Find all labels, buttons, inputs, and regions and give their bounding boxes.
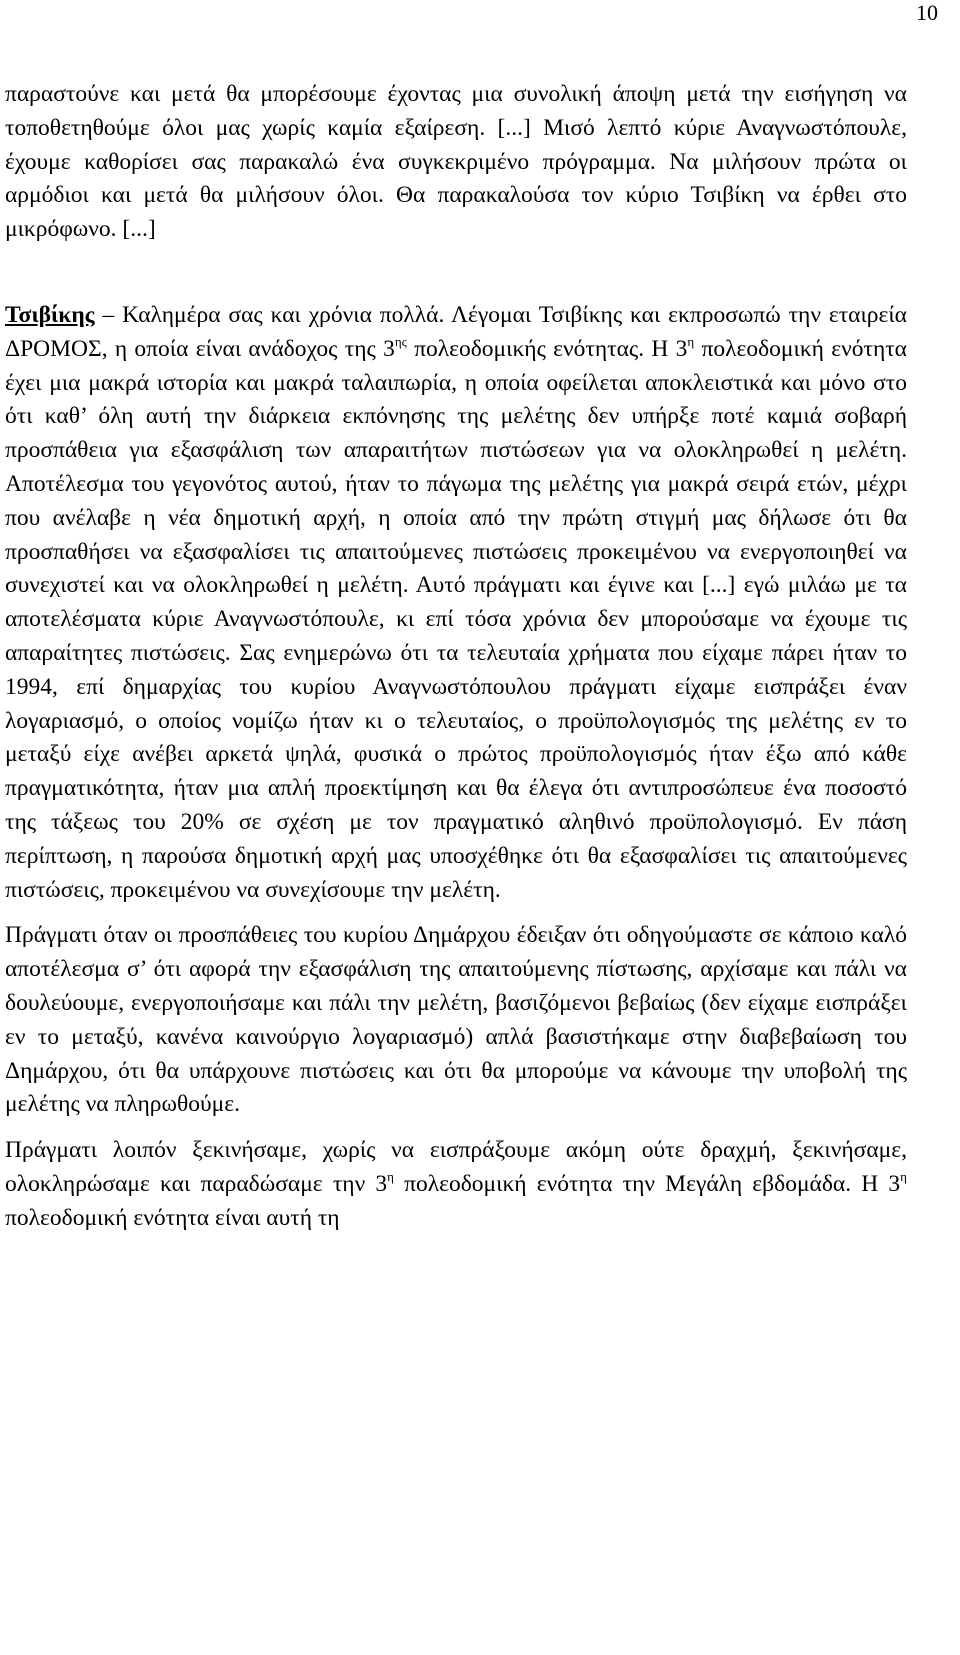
page-number: 10 <box>916 0 938 25</box>
paragraph-speaker-tsivikis <box>5 299 907 907</box>
document-body <box>5 78 907 1236</box>
superscript: η <box>900 1168 907 1184</box>
paragraph-mayor-efforts: Πράγματι όταν οι προσπάθειες του κυρίου Δημάρχου έδειξαν ότι οδηγούμαστε σε κάποιο καλό αποτέλεσμα σ’ ότι αφορά την εξασφάλιση της απαιτούμενης πίστωσης, αρχίσαμε και πάλι να δουλεύουμε, ενεργοποιήσαμε και πάλι την μελέτη, βασιζόμενοι βεβαίως (δεν είχαμε εισπράξει εν το μεταξύ, κανένα καινούργιο λογαριασμό) απλά βασιστήκαμε στην διαβεβαίωση του Δημάρχου, ότι θα υπάρχουνε πιστώσεις και ότι θα μπορούμε να κάνουμε την υποβολή της μελέτης να πληρωθούμε. <box>5 922 907 1118</box>
speaker-dash: – <box>94 301 123 328</box>
superscript: ης <box>394 333 407 349</box>
superscript: η <box>687 333 695 349</box>
paragraph-delivery <box>5 1134 907 1235</box>
paragraph-text: πολεοδομική ενότητα είναι αυτή τη <box>5 1204 340 1231</box>
paragraph-intro: παραστούνε και μετά θα μπορέσουμε έχοντας μια συνολική άποψη μετά την εισήγηση να τοποθετηθούμε όλοι μας χωρίς καμία εξαίρεση. [...] Μισό λεπτό κύριε Αναγνωστόπουλε, έχουμε καθορίσει σας παρακαλώ ένα συγκεκριμένο πρόγραμμα. Να μιλήσουν πρώτα οι αρμόδιοι και μετά θα μιλήσουν όλοι. Θα παρακαλούσα τον κύριο Τσιβίκη να έρθει στο μικρόφωνο. [...] <box>5 81 907 243</box>
paragraph-text: πολεοδομική ενότητα την Μεγάλη εβδομάδα. Η 3 <box>393 1170 901 1197</box>
paragraph-text: πολεοδομικής ενότητας. Η 3 <box>406 335 688 362</box>
paragraph-text: Πράγματι λοιπόν ξεκινήσαμε, χωρίς να εισπράξουμε ακόμη ούτε δραχμή, ξεκινήσαμε, ολοκληρώσαμε και παραδώσαμε την 3 <box>5 1137 907 1197</box>
paragraph-text: πολεοδομική ενότητα έχει μια μακρά ιστορία και μακρά ταλαιπωρία, η οποία οφείλεται αποκλειστικά και μόνο στο ότι καθ’ όλη αυτή την διάρκεια εκπόνησης της μελέτης δεν υπήρξε ποτέ καμιά σοβαρή προσπάθεια για εξασφάλιση των απαραιτήτων πιστώσεων για να ολοκληρωθεί η μελέτη. Αποτέλεσμα του γεγονότος αυτού, ήταν το πάγωμα της μελέτης για μακρά σειρά ετών, μέχρι που ανέλαβε η νέα δημοτική αρχή, η οποία από την πρώτη στιγμή μας δήλωσε ότι θα προσπαθήσει να εξασφαλίσει τις απαιτούμενες πιστώσεις προκειμένου να ενεργοποιηθεί να συνεχιστεί και να ολοκληρωθεί η μελέτη. Αυτό πράγματι και έγινε και [...] εγώ μιλάω με τα αποτελέσματα κύριε Αναγνωστόπουλε, κι επί τόσα χρόνια δεν μπορούσαμε να έχουμε τις απαραίτητες πιστώσεις. Σας ενημερώνω ότι τα τελευταία χρήματα που είχαμε πάρει ήταν το 1994, επί δημαρχίας του κυρίου Αναγνωστόπουλου πράγματι είχαμε εισπράξει έναν λογαριασμό, ο οποίος νομίζω ήταν κι ο τελευταίος, ο προϋπολογισμός της μελέτης εν το μεταξύ είχε ανέβει αρκετά ψηλά, φυσικά ο πρώτος προϋπολογισμός ήταν έξω από κάθε πραγματικότητα, ήταν μια απλή προεκτίμηση και θα έλεγα ότι αντιπροσώπευε ένα ποσοστό της τάξεως του 20% σε σχέση με τον πραγματικό αληθινό προϋπολογισμό. Εν πάση περίπτωση, η παρούσα δημοτική αρχή μας υποσχέθηκε ότι θα εξασφαλίσει τις απαιτούμενες πιστώσεις, προκειμένου να συνεχίσουμε την μελέτη. <box>5 335 907 903</box>
speaker-name: Τσιβίκης <box>5 301 95 328</box>
superscript: η <box>387 1168 394 1184</box>
paragraph-text: Καλημέρα σας και χρόνια πολλά. Λέγομαι Τσιβίκης και εκπροσωπώ την εταιρεία ΔΡΟΜΟΣ, η οποία είναι ανάδοχος της 3 <box>5 301 907 362</box>
